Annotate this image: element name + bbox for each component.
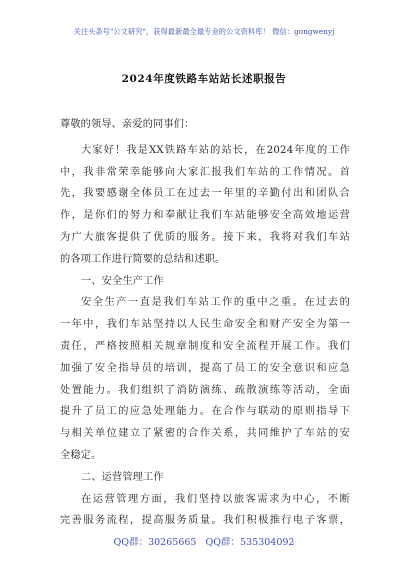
paragraph-line: 先，我要感谢全体员工在过去一年里的辛勤付出和团队合 [60, 188, 350, 200]
section-heading-safety: 一、安全生产工作 [81, 275, 164, 287]
document-body [60, 114, 350, 532]
paragraph-line: 提升了员工的应急处理能力。在合作与联动的原则指导下 [60, 406, 350, 418]
paragraph-line: 为广大旅客提供了优质的服务。接下来，我将对我们车站 [60, 231, 350, 243]
footer-contacts [0, 534, 408, 548]
paragraph-line: 在运营管理方面，我们坚持以旅客需求为中心，不断 [81, 493, 350, 505]
paragraph-line: 安全生产一直是我们车站工作的重中之重。在过去的 [81, 297, 350, 309]
salutation-line: 尊敬的领导、亲爱的同事们： [60, 119, 195, 130]
paragraph-line: 全稳定。 [60, 449, 102, 461]
footer-qq-group-1: QQ群：30265665 [113, 537, 197, 548]
paragraph-line: 的各项工作进行简要的总结和述职。 [60, 253, 226, 265]
paragraph-line: 加强了安全指导员的培训，提高了员工的安全意识和应急 [60, 362, 350, 374]
paragraph-line: 完善服务流程，提高服务质量。我们积极推行电子客票， [60, 515, 350, 527]
paragraph-line: 中，我非常荣幸能够向大家汇报我们车站的工作情况。首 [60, 166, 350, 178]
paragraph-line: 与相关单位建立了紧密的合作关系，共同维护了车站的安 [60, 428, 350, 440]
footer-qq-group-2: QQ群：535304092 [205, 537, 295, 548]
document-title: 2024年度铁路车站站长述职报告 [121, 73, 287, 85]
paragraph-line: 大家好！我是XX铁路车站的站长，在2024年度的工作 [81, 144, 350, 156]
paragraph-line: 一年中，我们车站坚持以人民生命安全和财产安全为第一 [60, 319, 350, 331]
paragraph-line: 作，是你们的努力和奉献让我们车站能够安全高效地运营 [60, 210, 350, 222]
paragraph-line: 处置能力。我们组织了消防演练、疏散演练等活动，全面 [60, 384, 350, 396]
paragraph-line: 责任，严格按照相关规章制度和安全流程开展工作。我们 [60, 340, 350, 352]
section-heading-operations: 二、运营管理工作 [81, 471, 164, 483]
header-promo-note: 关注头条号"公文研究"，获得最新最全最专业的公文资料库！ 微信：gongwenyj [73, 27, 335, 36]
